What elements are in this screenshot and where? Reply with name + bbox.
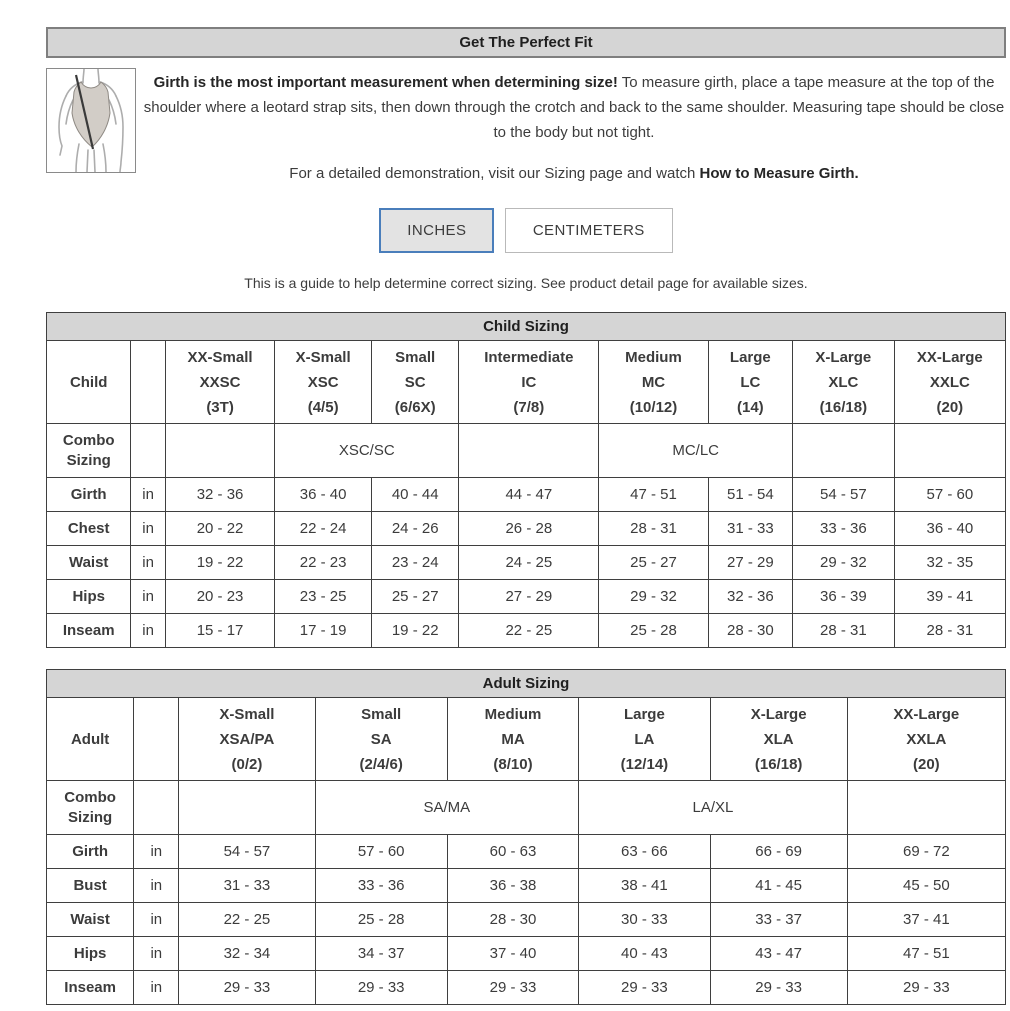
value-cell: 34 - 37 [315, 937, 447, 971]
value-cell: 20 - 23 [165, 580, 274, 614]
size-column-name: Small [361, 705, 402, 723]
measurement-label: Inseam [47, 971, 134, 1005]
size-column-header [599, 341, 708, 424]
size-column-sizes: (14) [736, 398, 764, 416]
size-column-sizes: (12/14) [620, 755, 669, 773]
size-column-name: X-Large [750, 705, 807, 723]
combo-cell [847, 781, 1005, 835]
size-column-code: MA [501, 730, 525, 748]
value-cell: 27 - 29 [708, 546, 792, 580]
intro-text-column [136, 68, 1006, 182]
size-column-code: XLA [763, 730, 794, 748]
girth-instructions-lead: Girth is the most important measurement when determining size! [153, 74, 618, 91]
size-column-header [372, 341, 459, 424]
size-column-sizes: (16/18) [819, 398, 868, 416]
value-cell: 36 - 39 [793, 580, 895, 614]
size-column-header [793, 341, 895, 424]
size-column-header [459, 341, 599, 424]
value-cell: 25 - 27 [372, 580, 459, 614]
value-cell: 57 - 60 [315, 835, 447, 869]
size-column-code: SA [370, 730, 392, 748]
size-column-name: XX-Large [893, 705, 960, 723]
size-column-sizes: (20) [913, 755, 940, 773]
value-cell: 31 - 33 [708, 512, 792, 546]
value-cell: 37 - 40 [447, 937, 578, 971]
value-cell: 47 - 51 [599, 478, 708, 512]
measurement-label: Chest [47, 512, 131, 546]
value-cell: 33 - 36 [793, 512, 895, 546]
unit-cell: in [131, 512, 166, 546]
size-column-name: X-Large [815, 348, 872, 366]
value-cell: 28 - 31 [894, 614, 1005, 648]
size-column-sizes: (2/4/6) [359, 755, 403, 773]
value-cell: 36 - 38 [447, 869, 578, 903]
size-column-header [708, 341, 792, 424]
unit-header-cell [131, 341, 166, 424]
value-cell: 26 - 28 [459, 512, 599, 546]
value-cell: 22 - 23 [275, 546, 372, 580]
value-cell: 36 - 40 [894, 512, 1005, 546]
value-cell: 25 - 28 [315, 903, 447, 937]
value-cell: 32 - 36 [708, 580, 792, 614]
value-cell: 29 - 33 [710, 971, 847, 1005]
combo-cell [793, 424, 895, 478]
value-cell: 29 - 32 [793, 546, 895, 580]
size-column-sizes: (8/10) [493, 755, 533, 773]
size-column-sizes: (4/5) [307, 398, 339, 416]
girth-instructions [142, 70, 1006, 145]
unit-cell: in [134, 903, 179, 937]
value-cell: 41 - 45 [710, 869, 847, 903]
size-column-code: XXLC [929, 373, 970, 391]
value-cell: 33 - 36 [315, 869, 447, 903]
measurement-label: Hips [47, 580, 131, 614]
size-column-name: Medium [625, 348, 682, 366]
unit-cell: in [131, 478, 166, 512]
table-title: Adult Sizing [47, 670, 1006, 698]
size-column-name: XX-Small [187, 348, 253, 366]
combo-unit-cell [131, 424, 166, 478]
size-column-header [710, 698, 847, 781]
value-cell: 40 - 44 [372, 478, 459, 512]
size-column-header [275, 341, 372, 424]
value-cell: 31 - 33 [179, 869, 315, 903]
size-column-header [179, 698, 315, 781]
value-cell: 63 - 66 [579, 835, 710, 869]
value-cell: 22 - 25 [179, 903, 315, 937]
value-cell: 24 - 26 [372, 512, 459, 546]
combo-cell: MC/LC [599, 424, 793, 478]
measurement-label: Hips [47, 937, 134, 971]
size-column-header [315, 698, 447, 781]
value-cell: 22 - 25 [459, 614, 599, 648]
value-cell: 19 - 22 [165, 546, 274, 580]
size-column-code: XLC [828, 373, 859, 391]
value-cell: 19 - 22 [372, 614, 459, 648]
inches-button[interactable]: INCHES [379, 208, 494, 253]
size-column-name: X-Small [219, 705, 275, 723]
size-column-sizes: (6/6X) [394, 398, 436, 416]
value-cell: 54 - 57 [793, 478, 895, 512]
size-column-code: XSC [307, 373, 339, 391]
size-column-sizes: (20) [936, 398, 964, 416]
value-cell: 43 - 47 [710, 937, 847, 971]
group-label: Child [47, 341, 131, 424]
value-cell: 39 - 41 [894, 580, 1005, 614]
value-cell: 29 - 33 [315, 971, 447, 1005]
value-cell: 29 - 32 [599, 580, 708, 614]
combo-sizing-label: Combo Sizing [47, 781, 134, 835]
value-cell: 66 - 69 [710, 835, 847, 869]
size-column-name: Medium [484, 705, 542, 723]
size-column-header [447, 698, 578, 781]
size-column-header [847, 698, 1005, 781]
size-column-name: XX-Large [916, 348, 983, 366]
value-cell: 40 - 43 [579, 937, 710, 971]
demo-note-bold: How to Measure Girth. [699, 165, 859, 182]
value-cell: 24 - 25 [459, 546, 599, 580]
adult-sizing-table [46, 669, 1006, 1005]
unit-cell: in [134, 971, 179, 1005]
value-cell: 28 - 30 [447, 903, 578, 937]
value-cell: 36 - 40 [275, 478, 372, 512]
size-column-code: SC [404, 373, 426, 391]
combo-unit-cell [134, 781, 179, 835]
demo-note [142, 165, 1006, 182]
sizing-guide-note: This is a guide to help determine correct sizing. See product detail page for available sizes. [244, 275, 808, 291]
combo-cell: SA/MA [315, 781, 579, 835]
combo-cell: XSC/SC [275, 424, 459, 478]
value-cell: 28 - 31 [793, 614, 895, 648]
child-sizing-table [46, 312, 1006, 648]
table-title: Child Sizing [47, 313, 1006, 341]
size-column-sizes: (0/2) [231, 755, 263, 773]
value-cell: 47 - 51 [847, 937, 1005, 971]
size-column-sizes: (10/12) [629, 398, 678, 416]
combo-cell: LA/XL [579, 781, 848, 835]
value-cell: 25 - 28 [599, 614, 708, 648]
value-cell: 28 - 31 [599, 512, 708, 546]
value-cell: 29 - 33 [179, 971, 315, 1005]
value-cell: 27 - 29 [459, 580, 599, 614]
size-column-code: MC [641, 373, 666, 391]
value-cell: 37 - 41 [847, 903, 1005, 937]
size-column-sizes: (7/8) [513, 398, 545, 416]
measurement-label: Girth [47, 478, 131, 512]
value-cell: 32 - 35 [894, 546, 1005, 580]
size-column-code: LC [740, 373, 761, 391]
unit-cell: in [131, 546, 166, 580]
value-cell: 20 - 22 [165, 512, 274, 546]
value-cell: 32 - 34 [179, 937, 315, 971]
size-column-name: Intermediate [484, 348, 574, 366]
size-column-sizes: (3T) [206, 398, 234, 416]
value-cell: 17 - 19 [275, 614, 372, 648]
value-cell: 45 - 50 [847, 869, 1005, 903]
value-cell: 29 - 33 [447, 971, 578, 1005]
value-cell: 38 - 41 [579, 869, 710, 903]
measurement-label: Waist [47, 546, 131, 580]
value-cell: 44 - 47 [459, 478, 599, 512]
unit-cell: in [134, 869, 179, 903]
unit-cell: in [134, 937, 179, 971]
unit-cell: in [131, 580, 166, 614]
value-cell: 22 - 24 [275, 512, 372, 546]
value-cell: 32 - 36 [165, 478, 274, 512]
size-column-header [579, 698, 710, 781]
size-column-name: Large [729, 348, 771, 366]
value-cell: 23 - 24 [372, 546, 459, 580]
size-column-header [894, 341, 1005, 424]
value-cell: 54 - 57 [179, 835, 315, 869]
size-column-code: IC [521, 373, 537, 391]
value-cell: 29 - 33 [847, 971, 1005, 1005]
size-column-name: Large [623, 705, 665, 723]
size-column-code: XXLA [906, 730, 947, 748]
page-title: Get The Perfect Fit [46, 27, 1006, 58]
size-column-name: Small [395, 348, 436, 366]
measurement-label: Inseam [47, 614, 131, 648]
value-cell: 69 - 72 [847, 835, 1005, 869]
size-column-header [165, 341, 274, 424]
leotard-figure-image [46, 68, 136, 173]
value-cell: 29 - 33 [579, 971, 710, 1005]
intro-section [46, 68, 1006, 182]
unit-header-cell [134, 698, 179, 781]
value-cell: 30 - 33 [579, 903, 710, 937]
size-column-code: XSA/PA [219, 730, 275, 748]
value-cell: 15 - 17 [165, 614, 274, 648]
combo-cell [165, 424, 274, 478]
centimeters-button[interactable]: CENTIMETERS [505, 208, 673, 253]
measurement-label: Waist [47, 903, 134, 937]
value-cell: 51 - 54 [708, 478, 792, 512]
measurement-label: Bust [47, 869, 134, 903]
measurement-label: Girth [47, 835, 134, 869]
combo-cell [459, 424, 599, 478]
unit-toggle [46, 208, 1006, 253]
size-column-name: X-Small [295, 348, 351, 366]
combo-sizing-label: Combo Sizing [47, 424, 131, 478]
demo-note-text: For a detailed demonstration, visit our Sizing page and watch [289, 165, 700, 182]
value-cell: 23 - 25 [275, 580, 372, 614]
combo-cell [894, 424, 1005, 478]
size-column-code: LA [634, 730, 655, 748]
value-cell: 57 - 60 [894, 478, 1005, 512]
girth-instructions-body: To measure girth, place a tape measure at the top of the shoulder where a leotard strap sits, then down through the crotch and back to the same shoulder. Measuring tape should be close to the body but not tight. [143, 74, 1005, 141]
size-column-sizes: (16/18) [754, 755, 803, 773]
size-column-code: XXSC [199, 373, 241, 391]
value-cell: 60 - 63 [447, 835, 578, 869]
combo-cell [179, 781, 315, 835]
value-cell: 25 - 27 [599, 546, 708, 580]
unit-cell: in [131, 614, 166, 648]
leotard-girth-diagram-icon [47, 69, 135, 172]
group-label: Adult [47, 698, 134, 781]
value-cell: 28 - 30 [708, 614, 792, 648]
value-cell: 33 - 37 [710, 903, 847, 937]
unit-cell: in [134, 835, 179, 869]
